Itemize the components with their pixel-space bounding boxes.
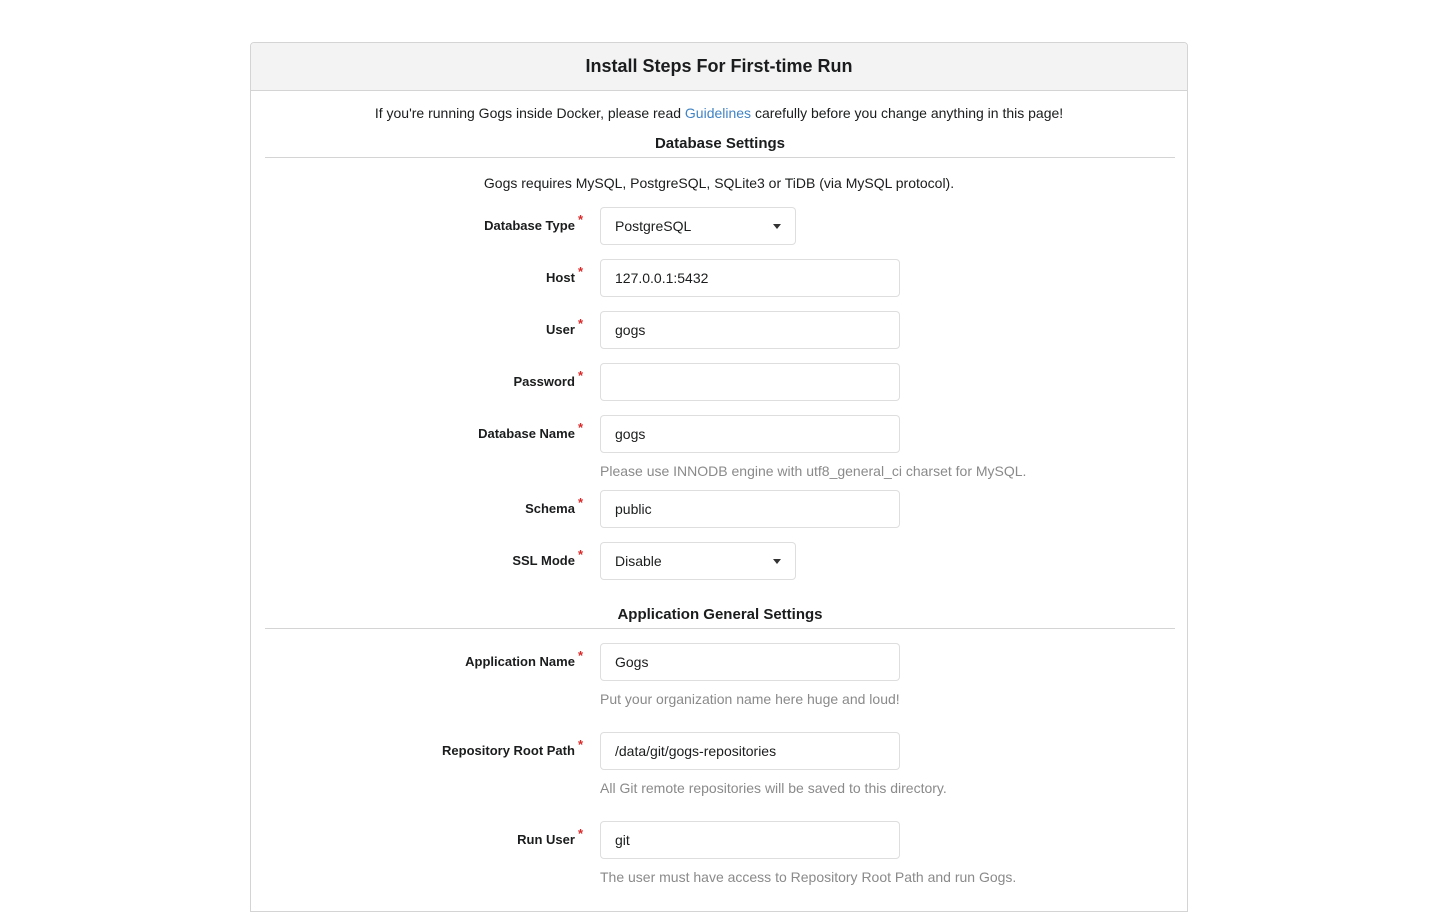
host-label xyxy=(546,259,583,297)
database-name-label-text: Database Name xyxy=(478,426,575,441)
guidelines-link[interactable]: Guidelines xyxy=(684,105,752,121)
page-title: Install Steps For First-time Run xyxy=(251,43,1187,91)
database-settings-title: Database Settings xyxy=(265,135,1175,158)
required-marker: * xyxy=(577,826,583,841)
application-name-input[interactable] xyxy=(600,643,900,681)
password-label-text: Password xyxy=(513,374,575,389)
password-label xyxy=(514,363,583,401)
application-settings-title: Application General Settings xyxy=(265,606,1175,629)
repository-root-path-row xyxy=(251,732,1187,770)
password-input[interactable] xyxy=(600,363,900,401)
run-user-row xyxy=(251,821,1187,859)
database-type-value: PostgreSQL xyxy=(615,218,692,234)
run-user-label-text: Run User xyxy=(517,832,575,847)
repository-root-path-help: All Git remote repositories will be saved to this directory. xyxy=(600,780,947,796)
database-name-help: Please use INNODB engine with utf8_general_ci charset for MySQL. xyxy=(600,463,1027,479)
run-user-input[interactable] xyxy=(600,821,900,859)
host-input[interactable] xyxy=(600,259,900,297)
application-name-row xyxy=(251,643,1187,681)
user-row xyxy=(251,311,1187,349)
required-marker: * xyxy=(577,737,583,752)
password-row xyxy=(251,363,1187,401)
ssl-mode-value: Disable xyxy=(615,553,662,569)
ssl-mode-row xyxy=(251,542,1187,580)
required-marker: * xyxy=(577,648,583,663)
database-type-select[interactable] xyxy=(600,207,796,245)
run-user-help: The user must have access to Repository Root Path and run Gogs. xyxy=(600,869,1017,885)
schema-label-text: Schema xyxy=(525,501,575,516)
repository-root-path-label xyxy=(442,732,583,770)
database-type-label xyxy=(484,207,583,245)
required-marker: * xyxy=(577,420,583,435)
host-label-text: Host xyxy=(546,270,575,285)
database-type-row xyxy=(251,207,1187,245)
dropdown-caret-icon xyxy=(773,559,781,564)
database-type-label-text: Database Type xyxy=(484,218,575,233)
dropdown-caret-icon xyxy=(773,224,781,229)
database-name-row xyxy=(251,415,1187,453)
schema-row xyxy=(251,490,1187,528)
user-label xyxy=(546,311,583,349)
required-marker: * xyxy=(577,264,583,279)
repository-root-path-label-text: Repository Root Path xyxy=(442,743,575,758)
schema-label xyxy=(525,490,583,528)
schema-input[interactable] xyxy=(600,490,900,528)
application-name-label xyxy=(465,643,583,681)
required-marker: * xyxy=(577,495,583,510)
database-name-label xyxy=(478,415,583,453)
required-marker: * xyxy=(577,212,583,227)
database-requirements-note: Gogs requires MySQL, PostgreSQL, SQLite3 or TiDB (via MySQL protocol). xyxy=(483,175,955,191)
install-panel xyxy=(250,42,1188,912)
docker-notice-after: carefully before you change anything in this page! xyxy=(751,105,1064,121)
database-name-input[interactable] xyxy=(600,415,900,453)
run-user-label xyxy=(517,821,583,859)
required-marker: * xyxy=(577,547,583,562)
repository-root-path-input[interactable] xyxy=(600,732,900,770)
host-row xyxy=(251,259,1187,297)
ssl-mode-select[interactable] xyxy=(600,542,796,580)
docker-notice xyxy=(251,105,1187,121)
user-input[interactable] xyxy=(600,311,900,349)
ssl-mode-label-text: SSL Mode xyxy=(512,553,575,568)
docker-notice-before: If you're running Gogs inside Docker, please read xyxy=(374,105,685,121)
required-marker: * xyxy=(577,368,583,383)
user-label-text: User xyxy=(546,322,575,337)
application-name-label-text: Application Name xyxy=(465,654,575,669)
required-marker: * xyxy=(577,316,583,331)
ssl-mode-label xyxy=(512,542,583,580)
application-name-help: Put your organization name here huge and loud! xyxy=(600,691,900,707)
